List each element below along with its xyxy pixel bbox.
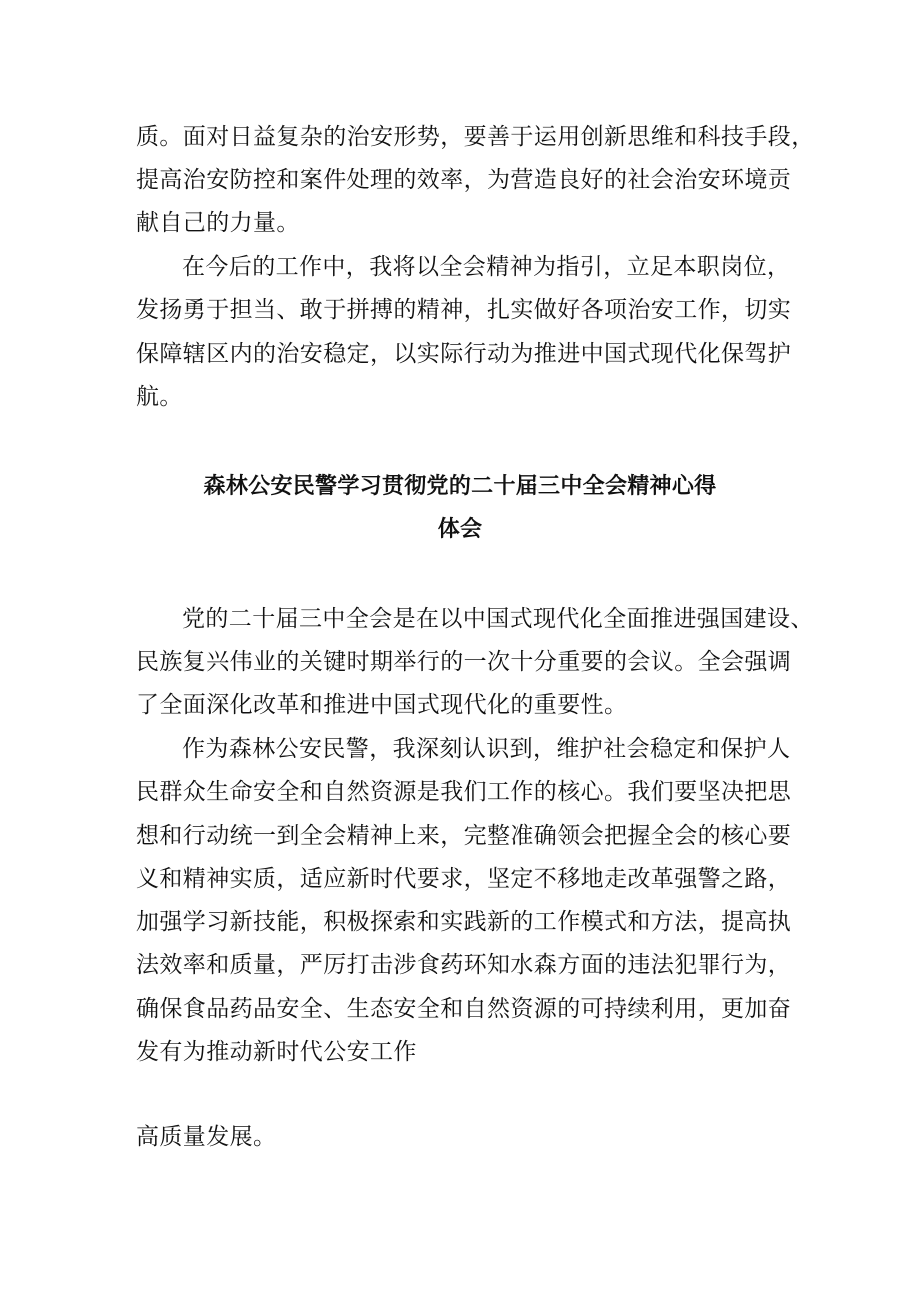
paragraph-line: 法效率和质量，严厉打击涉食药环知水森方面的违法犯罪行为， (136, 952, 792, 978)
paragraph-line: 了全面深化改革和推进中国式现代化的重要性。 (136, 692, 628, 718)
paragraph-line: 党的二十届三中全会是在以中国式现代化全面推进强国建设、 (182, 606, 814, 632)
paragraph-line: 作为森林公安民警，我深刻认识到，维护社会稳定和保护人 (182, 736, 791, 762)
paragraph-line: 义和精神实质，适应新时代要求，坚定不移地走改革强警之路， (136, 866, 792, 892)
paragraph-line: 发有为推动新时代公安工作 (136, 1039, 417, 1065)
paragraph-line: 民族复兴伟业的关键时期举行的一次十分重要的会议。全会强调 (136, 649, 792, 675)
paragraph-line: 想和行动统一到全会精神上来，完整准确领会把握全会的核心要 (136, 823, 792, 849)
paragraph-line: 发扬勇于担当、敢于拼搏的精神，扎实做好各项治安工作，切实 (136, 297, 792, 323)
paragraph-line: 加强学习新技能，积极探索和实践新的工作模式和方法，提高执 (136, 909, 792, 935)
article-title-continued: 体会 (437, 517, 483, 542)
article-title: 森林公安民警学习贯彻党的二十届三中全会精神心得 (203, 474, 717, 499)
paragraph-line: 民群众生命安全和自然资源是我们工作的核心。我们要坚决把思 (136, 779, 792, 805)
paragraph-line: 质。面对日益复杂的治安形势，要善于运用创新思维和科技手段， (136, 124, 815, 150)
paragraph-line: 在今后的工作中，我将以全会精神为指引，立足本职岗位， (182, 254, 791, 280)
paragraph-line: 确保食品药品安全、生态安全和自然资源的可持续利用，更加奋 (136, 996, 792, 1022)
paragraph-line: 高质量发展。 (136, 1124, 277, 1150)
paragraph-line: 航。 (136, 384, 183, 410)
paragraph-line: 提高治安防控和案件处理的效率，为营造良好的社会治安环境贡 (136, 167, 792, 193)
paragraph-line: 献自己的力量。 (136, 210, 300, 236)
paragraph-line: 保障辖区内的治安稳定，以实际行动为推进中国式现代化保驾护 (136, 341, 792, 367)
